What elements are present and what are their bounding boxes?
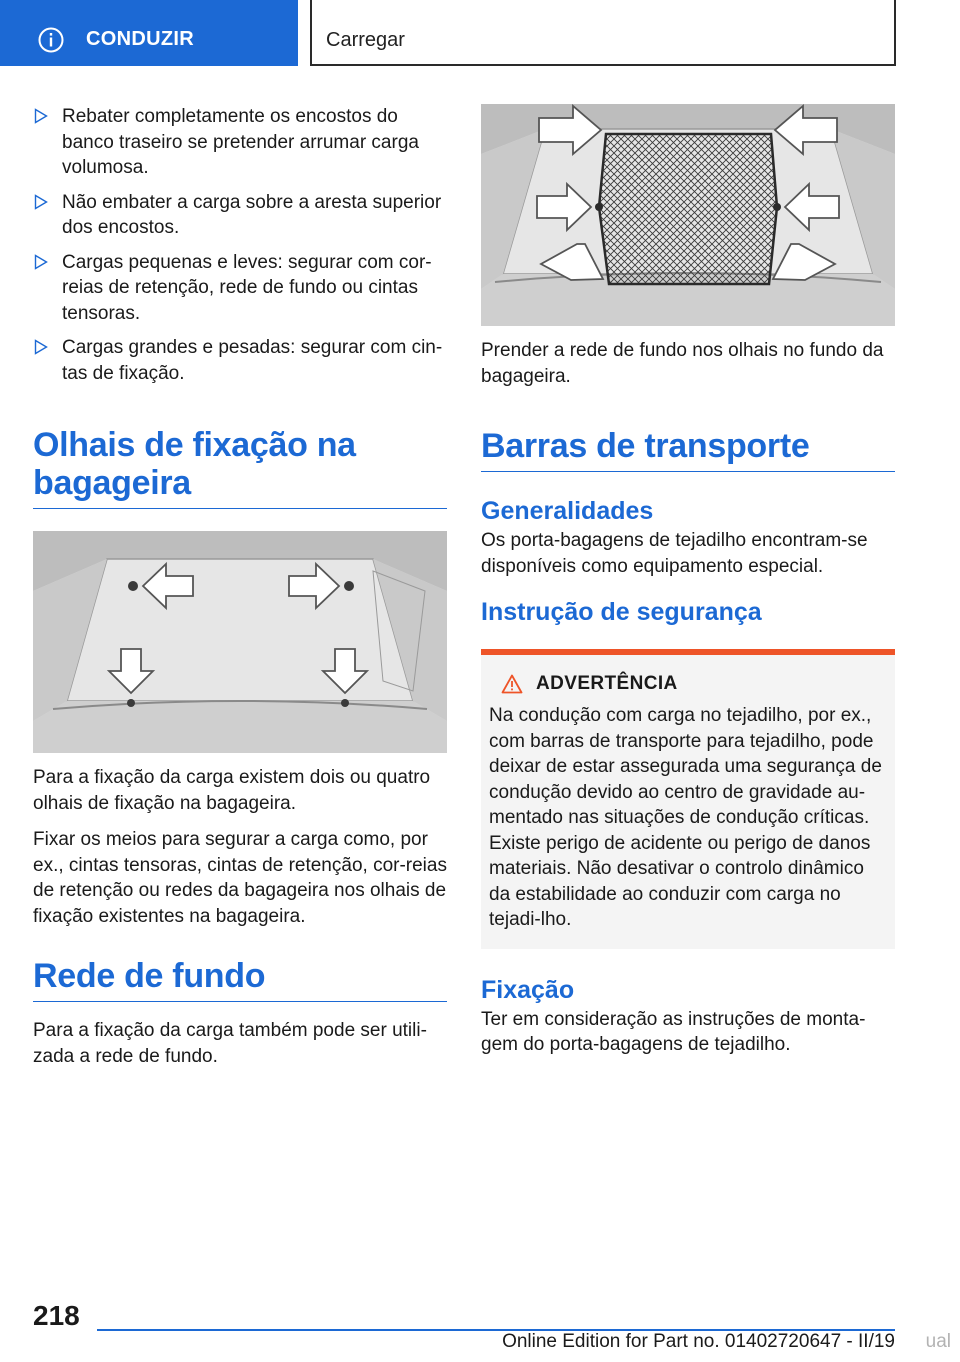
fixing-paragraph: Ter em consideração as instruções de monta‐gem do porta-bagagens de tejadilho. [481,1008,866,1055]
triangle-bullet-icon [34,194,48,210]
list-item-text: Cargas grandes e pesadas: segurar com cin‐tas de fixação. [62,337,443,384]
general-paragraph: Os porta-bagagens de tejadilho encontram-se disponíveis como equipamento especial. [481,530,868,577]
edition-footer: Online Edition for Part no. 01402720647 - II/19 [502,1331,895,1352]
heading-lashing-eyes: Olhais de fixação na bagageira [33,426,447,509]
section-header [310,0,896,66]
heading-floor-net: Rede de fundo [33,957,447,1002]
warning-box [481,649,895,949]
warning-header [489,673,887,695]
watermark: ual [925,1331,951,1352]
list-item-text: Rebater completamente os encostos do banco traseiro se pretender arrumar carga volumosa. [62,106,419,178]
triangle-bullet-icon [34,108,48,124]
warning-title: ADVERTÊNCIA [536,673,678,694]
triangle-bullet-icon [34,254,48,270]
info-icon [38,27,64,53]
bullet-list [33,104,447,386]
floor-net-paragraph: Para a fixação da carga também pode ser utili‐zada a rede de fundo. [33,1020,427,1067]
warning-text: Na condução com carga no tejadilho, por ex., com barras de transporte para tejadilho, pode deixar de estar assegurada uma segurança de condução devido ao centro de gravidade au‐mentado nas situações de condução críticas. Existe perigo de acidente ou perigo de danos materiais. Não desativar o controlo dinâmico da estabilidade ao conduzir com carga no tejadi‐lho. [489,705,882,930]
warning-triangle-icon [501,674,523,694]
chapter-tab[interactable] [0,0,298,66]
list-item-text: Cargas pequenas e leves: segurar com cor‐reias de retenção, rede de fundo ou cintas tensoras. [62,251,432,324]
subheading-safety: Instrução de segurança [481,598,762,626]
subheading-fixing: Fixação [481,975,575,1004]
list-item [33,250,447,327]
chapter-tab-label: CONDUZIR [86,28,194,50]
triangle-bullet-icon [34,339,48,355]
right-column [481,104,895,1058]
list-item [33,190,447,241]
heading-roof-racks: Barras de transporte [481,427,895,472]
lashing-paragraph-1: Para a fixação da carga existem dois ou quatro olhais de fixação na bagageira. [33,767,431,814]
left-column [33,104,447,1069]
floor-net-illustration [481,104,895,326]
list-item [33,104,447,181]
list-item-text: Não embater a carga sobre a aresta superior dos encostos. [62,191,442,238]
trunk-lashing-eyes-illustration [33,531,447,753]
page-number: 218 [33,1300,80,1331]
floor-net-caption: Prender a rede de fundo nos olhais no fundo da bagageira. [481,340,884,387]
lashing-paragraph-2: Fixar os meios para segurar a carga como, por ex., cintas tensoras, cintas de retenção, cor‐reias de retenção ou redes da bagageira nos olhais de fixação existentes na bagageira. [33,829,447,927]
section-title: Carregar [326,29,405,51]
list-item [33,335,447,386]
subheading-general: Generalidades [481,497,654,525]
